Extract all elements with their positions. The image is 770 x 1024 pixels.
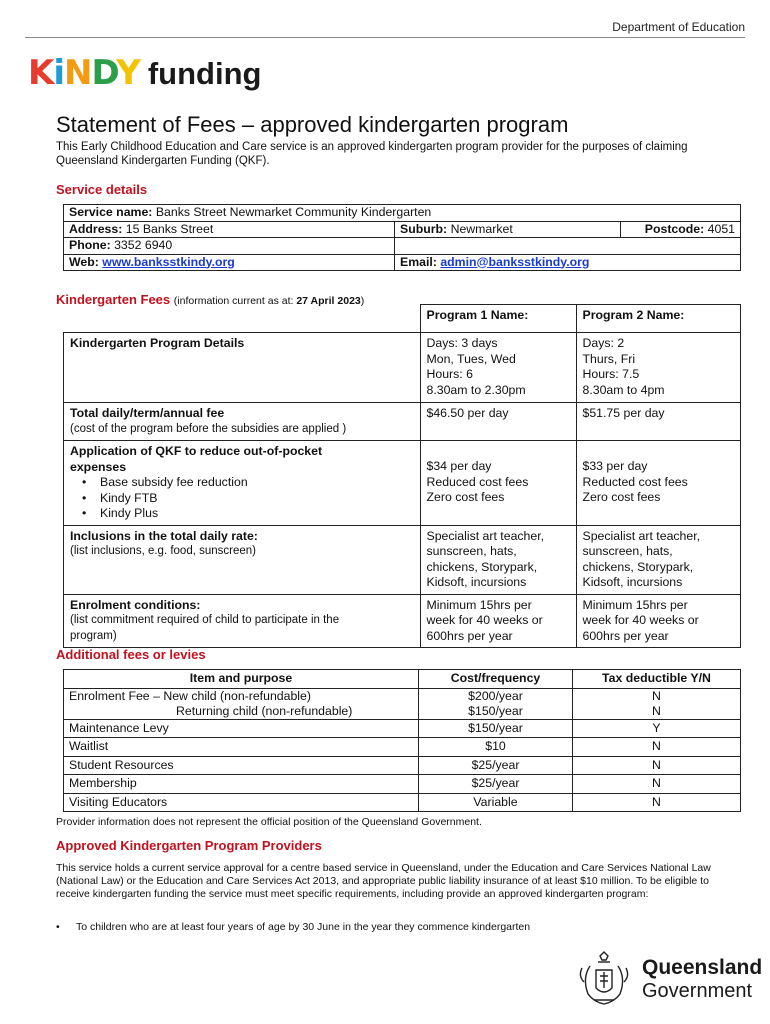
program-2-header: Program 2 Name: [576,305,741,333]
enrolment-cost-1: $200/year [468,688,523,703]
row-tax: N [573,775,741,794]
qkf-label-cell [64,441,421,526]
row-item: Membership [64,775,419,794]
kindy-logo-letter: D [91,53,117,93]
phone-value: 3352 6940 [114,238,173,252]
kindy-logo-letter: K [28,53,54,93]
p2-days: Days: 2 [582,336,625,350]
table-row [64,738,741,757]
row-tax: N [573,756,741,775]
enrolment-fee-line-1: Enrolment Fee – New child (non-refundable) [69,688,311,703]
address-value: 15 Banks Street [125,221,214,236]
footer-word-queensland: Queensland [642,956,763,979]
program-1-header: Program 1 Name: [420,305,576,333]
row-cost: $25/year [419,775,573,794]
qkf-item: • Kindy Plus [100,506,414,522]
inclusions-label: Inclusions in the total daily rate: [70,528,258,543]
program-1-details [420,333,576,403]
enrolment-fee-item [64,688,419,719]
qkf-items-list [70,475,414,522]
row-cost: $25/year [419,756,573,775]
enrolment-subtext-2: program) [70,629,117,642]
disclaimer-text: Provider information does not represent the official position of the Queensland Government. [56,816,482,828]
p1-times: 8.30am to 2.30pm [426,382,526,397]
email-link[interactable]: admin@banksstkindy.org [440,254,590,269]
row-item: Visiting Educators [64,793,419,812]
table-row [64,756,741,775]
web-link[interactable]: www.banksstkindy.org [102,254,235,269]
kindy-logo-letters [28,53,140,93]
p2-qkf-ftb: Reducted cost fees [582,474,688,489]
p2-qkf-base: $33 per day [582,459,648,473]
approved-bullet-text: To children who are at least four years of age by 30 June in the year they commence kindergarten [76,921,531,933]
bullet-dot: • [56,921,60,933]
row-cost: Variable [419,793,573,812]
p2-enrol-line: week for 40 weeks or [582,613,699,627]
p2-incl-line: Kidsoft, incursions [582,575,683,589]
inclusions-subtext: (list inclusions, e.g. food, sunscreen) [70,545,257,557]
inclusions-label-cell [64,525,421,594]
phone-label: Phone: [69,238,111,252]
p2-days-list: Thurs, Fri [582,351,636,366]
p1-incl-line: chickens, Storypark, [426,559,538,574]
col-cost-header: Cost/frequency [419,670,573,689]
p1-incl-line: sunscreen, hats, [426,544,517,558]
row-tax: Y [573,719,741,738]
p1-enrol-line: Minimum 15hrs per [426,597,532,612]
p1-days-list: Mon, Tues, Wed [426,351,516,366]
postcode-cell [621,221,741,238]
enrolment-subtext-1: (list commitment required of child to participate in the [70,614,340,626]
kindy-logo-letter: N [64,53,92,93]
fees-note-date: 27 April 2023 [296,295,361,307]
table-row [64,793,741,812]
suburb-cell [395,221,621,238]
row-item: Maintenance Levy [64,719,419,738]
qkf-label-2: expenses [70,459,127,474]
p1-incl-line: Kidsoft, incursions [426,575,527,589]
total-fee-label: Total daily/term/annual fee [70,406,225,420]
kindy-funding-logo [28,53,262,93]
table-row [64,719,741,738]
page-title: Statement of Fees – approved kindergarten program [56,112,569,137]
fees-corner-cell [64,305,421,333]
p1-hours: Hours: 6 [426,367,473,381]
service-details-heading: Service details [56,182,148,197]
approved-providers-paragraph: This service holds a current service approval for a centre based service in Queensland, under the Education and Care Services National Law (National Law) or the Education and Care Services Act 2013, and appropriate public liability insurance of at least $10 million. To be eligible to receive kindergarten funding the service must meet specific requirements, including provide an approved kindergarten program: [56,862,711,901]
qkf-item: • Base subsidy fee reduction [100,475,414,491]
phone-cell [64,238,395,255]
kindergarten-fees-title: Kindergarten Fees [56,292,171,307]
service-details-table [63,204,741,271]
p2-incl-line: chickens, Storypark, [582,559,694,574]
p2-enrol-line: Minimum 15hrs per [582,597,688,612]
p1-qkf-plus: Zero cost fees [426,490,505,504]
service-name-value: Banks Street Newmarket Community Kindergarten [155,205,432,219]
program-2-qkf [576,441,741,526]
address-label: Address: [69,221,123,236]
p2-incl-line: Specialist art teacher, [582,528,701,543]
row-item: Waitlist [64,738,419,757]
suburb-value: Newmarket [450,221,513,236]
postcode-label: Postcode: [644,221,705,236]
p1-incl-line: Specialist art teacher, [426,528,545,543]
additional-fees-table [63,669,741,812]
p2-hours: Hours: 7.5 [582,367,640,381]
phone-empty-cell [395,238,741,255]
service-name-cell [64,205,741,222]
program-1-total: $46.50 per day [420,403,576,441]
enrolment-label-cell [64,594,421,648]
enrolment-cost-2: $150/year [468,703,523,718]
queensland-crest-icon [574,948,634,1008]
web-label: Web: [69,254,99,269]
fees-note-suffix: ) [360,295,365,307]
department-label: Department of Education [612,20,745,34]
kindergarten-fees-table [63,304,741,648]
program-2-total: $51.75 per day [576,403,741,441]
suburb-label: Suburb: [400,221,448,236]
total-fee-subtext: (cost of the program before the subsidies are applied ) [70,422,347,435]
intro-text: This Early Childhood Education and Care service is an approved kindergarten program provider for the purposes of claiming Queensland Kindergarten Funding (QKF). [56,141,688,167]
row-tax: N [573,738,741,757]
service-name-label: Service name: [69,205,153,219]
col-tax-header: Tax deductible Y/N [573,670,741,689]
col-item-header: Item and purpose [64,670,419,689]
program-1-enrolment [420,594,576,648]
p1-days: Days: 3 days [426,336,498,350]
p2-times: 8.30am to 4pm [582,382,665,397]
program-1-inclusions [420,525,576,594]
approved-providers-heading: Approved Kindergarten Program Providers [56,838,322,853]
p2-enrol-line: 600hrs per year [582,628,669,643]
program-2-enrolment [576,594,741,648]
enrolment-label: Enrolment conditions: [70,597,201,612]
enrolment-tax-2: N [652,703,661,718]
enrolment-fee-cost [419,688,573,719]
fees-note-prefix: (information current as at: [173,295,297,307]
p2-qkf-plus: Zero cost fees [582,490,661,504]
program-2-inclusions [576,525,741,594]
row-item: Student Resources [64,756,419,775]
p1-qkf-base: $34 per day [426,459,492,473]
table-row [64,688,741,719]
email-label: Email: [400,254,437,269]
p1-enrol-line: week for 40 weeks or [426,613,543,627]
enrolment-tax-1: N [652,688,661,703]
header-divider [25,37,745,38]
row-cost: $150/year [419,719,573,738]
web-cell [64,254,395,271]
qkf-item: • Kindy FTB [100,491,414,507]
additional-fees-heading: Additional fees or levies [56,647,206,662]
table-row [64,775,741,794]
program-2-details [576,333,741,403]
queensland-government-logo [574,948,763,1008]
program-details-label: Kindergarten Program Details [64,333,421,403]
row-tax: N [573,793,741,812]
postcode-value: 4051 [707,221,735,236]
email-cell [395,254,741,271]
logo-funding-word: funding [147,56,262,91]
p1-qkf-ftb: Reduced cost fees [426,474,529,489]
p1-enrol-line: 600hrs per year [426,628,513,643]
total-fee-label-cell [64,403,421,441]
enrolment-fee-tax [573,688,741,719]
row-cost: $10 [419,738,573,757]
kindy-logo-letter: Y [116,53,140,93]
qkf-label-1: Application of QKF to reduce out-of-pocket [70,444,323,458]
kindy-logo-letter: i [53,53,65,93]
address-cell [64,221,395,238]
enrolment-fee-line-2: Returning child (non-refundable) [176,703,353,718]
p2-incl-line: sunscreen, hats, [582,544,673,558]
approved-bullet [56,921,530,933]
footer-word-government: Government [642,980,753,1002]
program-1-qkf [420,441,576,526]
